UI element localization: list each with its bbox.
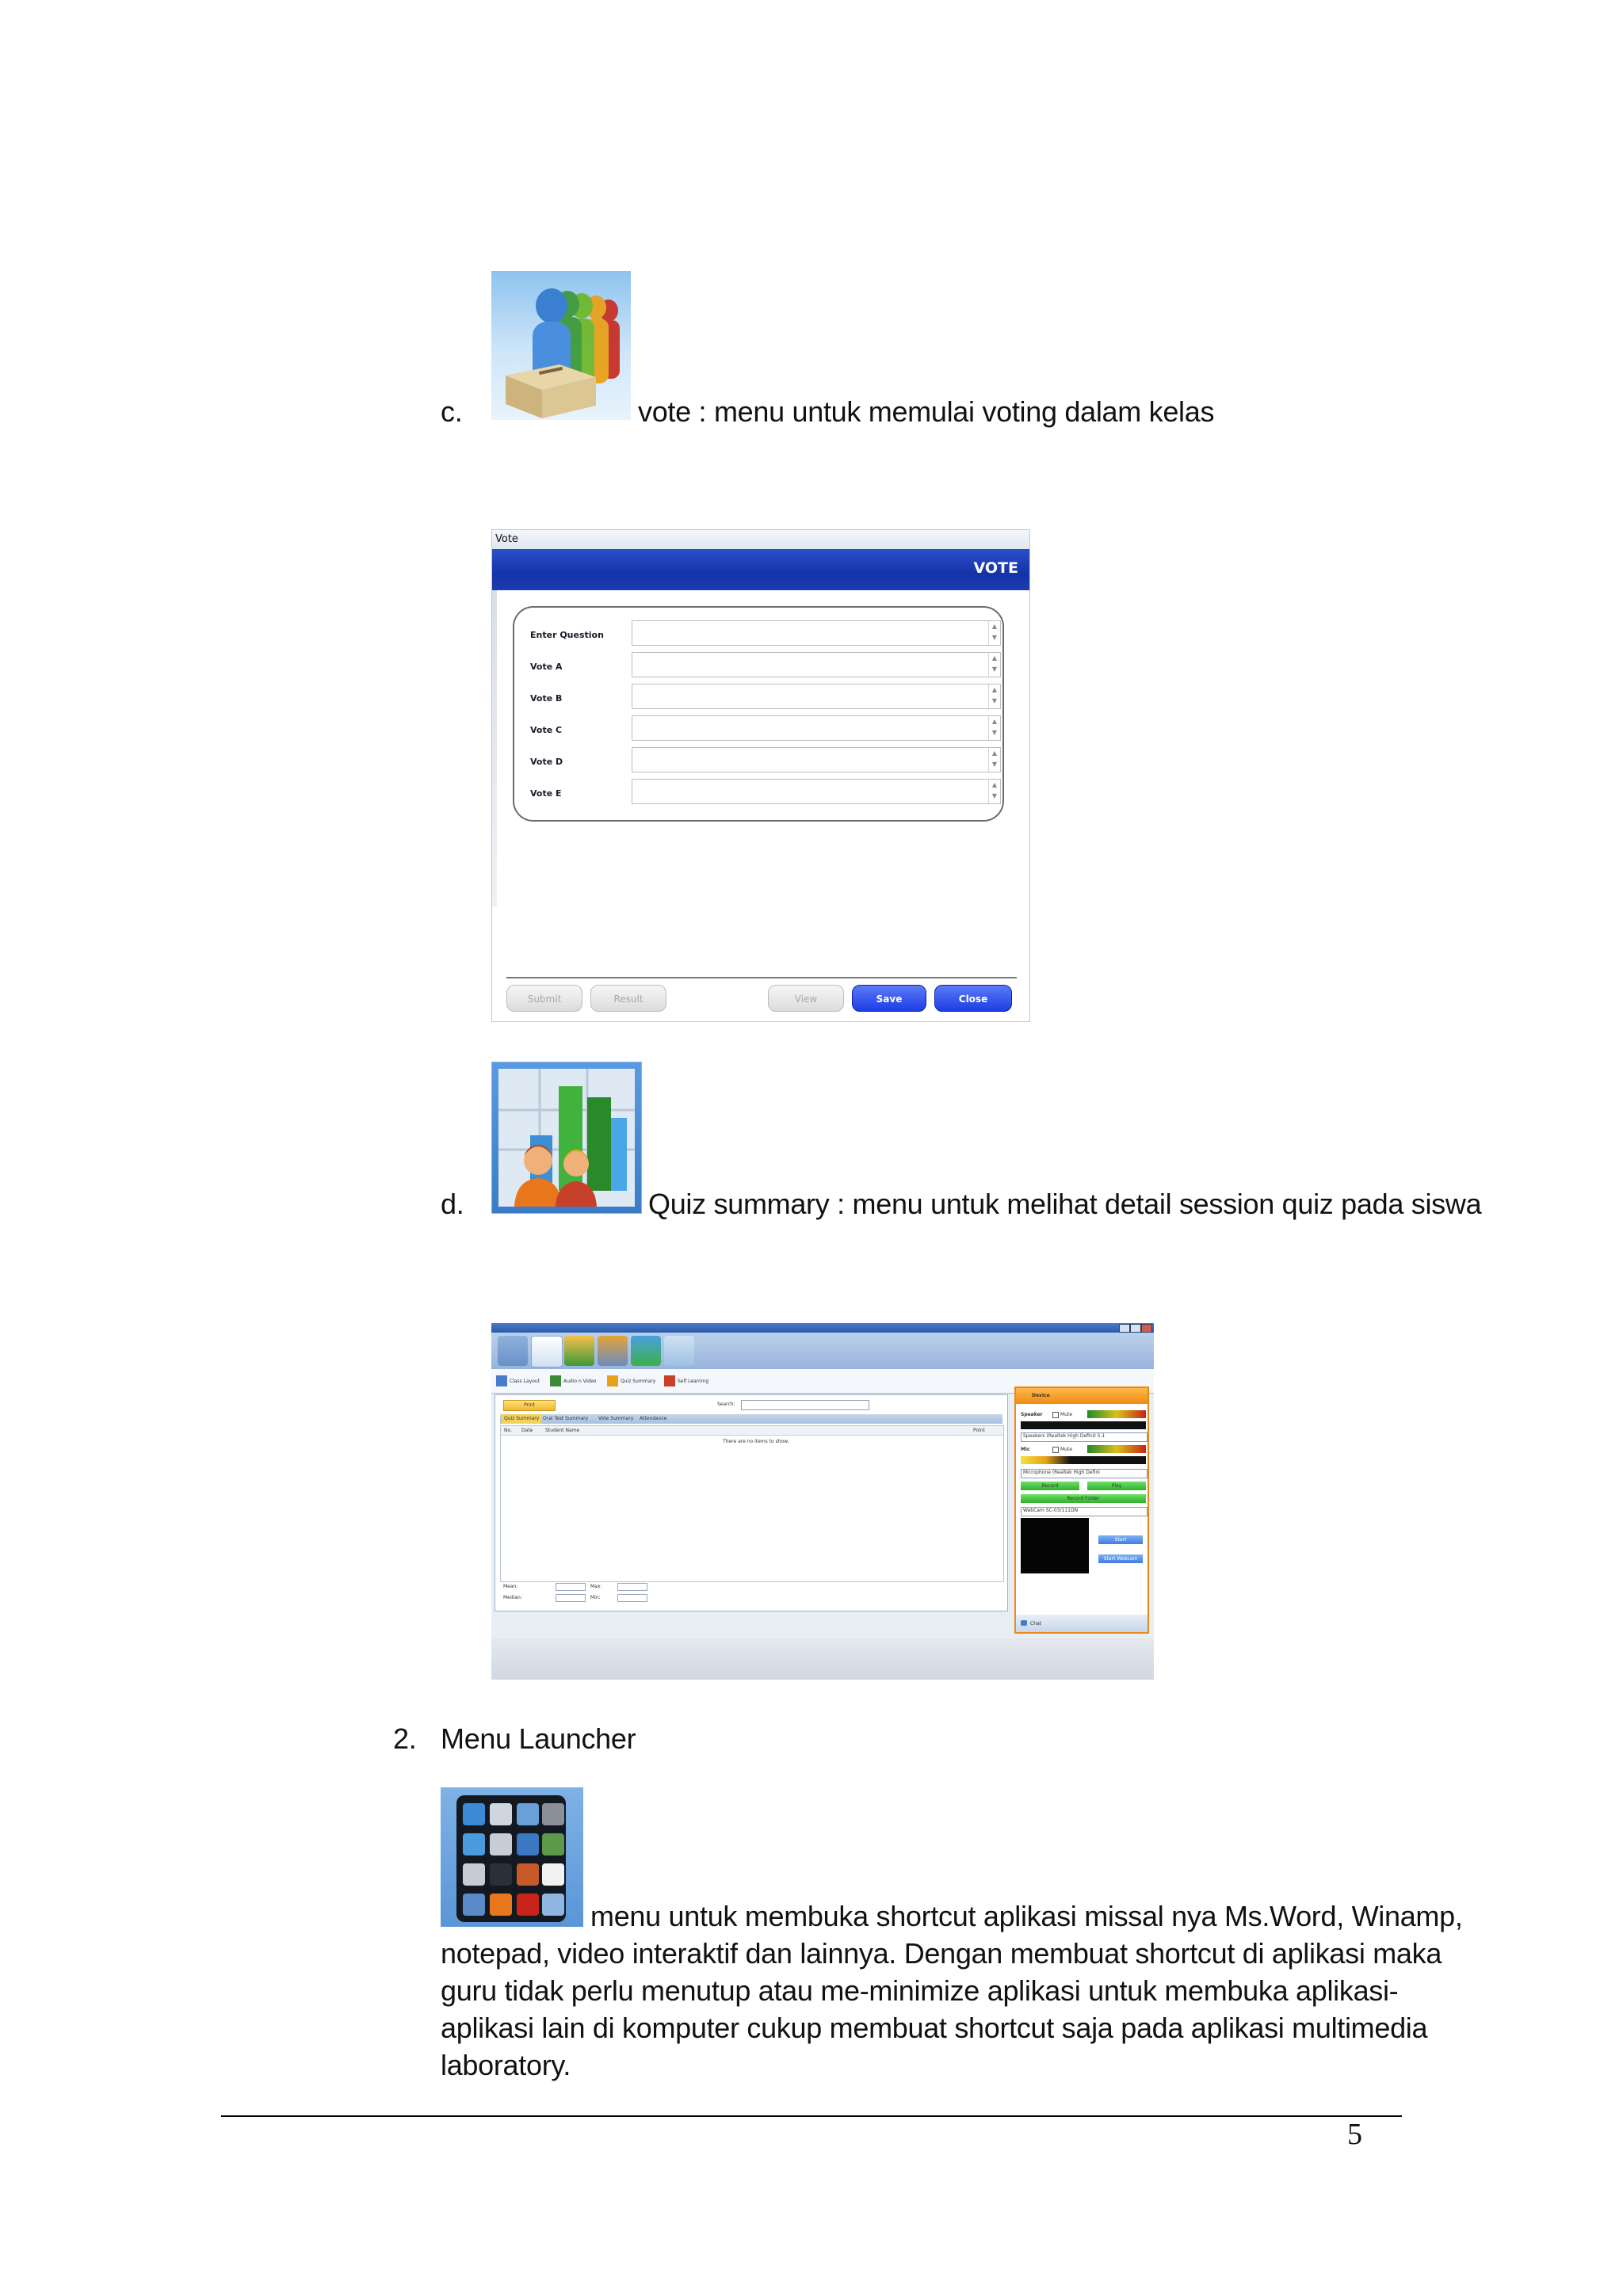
app-icon bbox=[463, 1833, 485, 1855]
app-icon bbox=[517, 1833, 539, 1855]
app-icon bbox=[490, 1803, 512, 1825]
app-icon bbox=[542, 1833, 564, 1855]
subtab-oral-test-summary[interactable]: Oral Test Summary bbox=[543, 1416, 589, 1421]
search-label: Search: bbox=[717, 1402, 735, 1407]
webcam-select-value: WebCam SC-03/111DN bbox=[1023, 1508, 1079, 1513]
mean-field bbox=[556, 1583, 586, 1591]
subtab-quiz-summary[interactable]: Quiz Summary bbox=[502, 1414, 541, 1424]
tab-label: Class Layout bbox=[510, 1378, 540, 1384]
chat-icon bbox=[1021, 1620, 1027, 1626]
quiz-toolbar bbox=[491, 1333, 1154, 1369]
enter-question-label: Enter Question bbox=[530, 630, 604, 640]
tab-self-learning[interactable] bbox=[664, 1374, 708, 1388]
vote-form bbox=[513, 606, 1004, 822]
scroll-arrows-icon[interactable]: ▲ ▼ bbox=[988, 685, 1000, 708]
app-icon bbox=[463, 1894, 485, 1916]
mic-label: Mic bbox=[1021, 1447, 1030, 1452]
scroll-arrows-icon[interactable]: ▲ ▼ bbox=[988, 780, 1000, 803]
vote-button-separator bbox=[506, 977, 1017, 978]
empty-table-message: There are no items to show. bbox=[723, 1439, 789, 1444]
vote-dialog bbox=[491, 529, 1030, 1022]
item-d-marker: d. bbox=[441, 1188, 464, 1220]
start-button[interactable]: Start bbox=[1098, 1535, 1143, 1544]
scroll-arrows-icon[interactable]: ▲ ▼ bbox=[988, 653, 1000, 677]
speaker-mute-label: Mute bbox=[1060, 1412, 1073, 1417]
voting-people-icon bbox=[491, 271, 631, 420]
app-icon bbox=[490, 1863, 512, 1886]
vote-banner-title: VOTE bbox=[973, 559, 1018, 577]
app-launcher-grid-icon bbox=[441, 1787, 583, 1927]
mic-volume-slider[interactable] bbox=[1021, 1456, 1146, 1464]
webcam-select[interactable] bbox=[1021, 1507, 1148, 1516]
tab-label: Quiz Summary bbox=[621, 1378, 656, 1384]
vote-b-input[interactable] bbox=[632, 684, 1001, 709]
app-icon bbox=[542, 1803, 564, 1825]
webcam-preview bbox=[1021, 1518, 1089, 1573]
max-label: Max: bbox=[590, 1584, 602, 1589]
book-icon bbox=[664, 1375, 675, 1386]
device-panel bbox=[1014, 1386, 1149, 1634]
speaker-label: Speaker bbox=[1021, 1412, 1043, 1417]
close-window-button[interactable] bbox=[1141, 1324, 1152, 1333]
tab-label: Audio n Video bbox=[563, 1378, 597, 1384]
column-point: Point bbox=[973, 1428, 985, 1433]
vote-d-label: Vote D bbox=[530, 757, 563, 767]
media-icon bbox=[550, 1375, 561, 1386]
table-header bbox=[501, 1426, 1003, 1436]
people-icon[interactable] bbox=[564, 1336, 594, 1366]
vote-banner bbox=[492, 549, 1029, 590]
launcher-paragraph-line-2: notepad, video interaktif dan lainnya. Dengan membuat shortcut di aplikasi maka bbox=[441, 1937, 1442, 1970]
tab-label: Self Learning bbox=[678, 1378, 709, 1384]
launcher-paragraph-line-3: guru tidak perlu menutup atau me-minimize aplikasi untuk membuka aplikasi- bbox=[441, 1974, 1399, 2007]
monitor-icon bbox=[496, 1375, 507, 1386]
median-field bbox=[556, 1594, 586, 1602]
chat-bar[interactable] bbox=[1016, 1615, 1148, 1632]
min-field bbox=[617, 1594, 647, 1602]
vote-a-input[interactable] bbox=[632, 652, 1001, 677]
launcher-paragraph-line-1: menu untuk membuka shortcut aplikasi missal nya Ms.Word, Winamp, bbox=[590, 1900, 1463, 1932]
notes-icon[interactable] bbox=[531, 1336, 563, 1367]
vote-window-title: Vote bbox=[495, 533, 518, 545]
quiz-summary-window bbox=[491, 1323, 1154, 1680]
mic-level-bar bbox=[1087, 1445, 1146, 1453]
minimize-button[interactable] bbox=[1119, 1324, 1130, 1333]
item-c-text: vote : menu untuk memulai voting dalam kelas bbox=[638, 395, 1215, 428]
footer-rule bbox=[221, 2115, 1402, 2117]
monitor-icon[interactable] bbox=[498, 1336, 528, 1366]
tools-icon[interactable] bbox=[598, 1336, 628, 1366]
app-icon bbox=[463, 1863, 485, 1886]
column-student-name: Student Name bbox=[545, 1428, 580, 1433]
app-icon bbox=[542, 1894, 564, 1916]
record-button[interactable]: Record bbox=[1021, 1482, 1079, 1490]
section-2-number: 2. bbox=[393, 1722, 417, 1755]
app-icon bbox=[490, 1833, 512, 1855]
close-button[interactable]: Close bbox=[934, 985, 1012, 1012]
page-number: 5 bbox=[1347, 2118, 1362, 2151]
vote-d-input[interactable] bbox=[632, 747, 1001, 772]
speakers-select[interactable] bbox=[1021, 1432, 1148, 1442]
app-icon bbox=[517, 1894, 539, 1916]
speaker-level-bar bbox=[1087, 1410, 1146, 1418]
vote-a-label: Vote A bbox=[530, 662, 563, 672]
vote-e-input[interactable] bbox=[632, 779, 1001, 804]
max-field bbox=[617, 1583, 647, 1591]
enter-question-input[interactable] bbox=[632, 620, 1001, 646]
microphone-select[interactable] bbox=[1021, 1469, 1148, 1478]
chat-label: Chat bbox=[1030, 1621, 1042, 1627]
app-icon bbox=[490, 1894, 512, 1916]
launcher-paragraph-line-5: laboratory. bbox=[441, 2049, 571, 2081]
quiz-window-footer bbox=[491, 1638, 1154, 1680]
app-icon bbox=[542, 1863, 564, 1886]
quiz-summary-panel bbox=[495, 1394, 1008, 1611]
tab-audio-video[interactable] bbox=[550, 1374, 596, 1388]
play-button[interactable]: Play bbox=[1087, 1482, 1146, 1490]
maximize-button[interactable] bbox=[1130, 1324, 1141, 1333]
subtab-bar bbox=[500, 1414, 1002, 1424]
quiz-summary-chart-icon bbox=[491, 1062, 642, 1214]
quiz-summary-chart-icon[interactable] bbox=[631, 1336, 661, 1366]
vote-sidebar-strip bbox=[492, 590, 497, 907]
submit-button[interactable]: Submit bbox=[506, 985, 582, 1012]
print-button[interactable]: Print bbox=[503, 1400, 556, 1411]
item-c-marker: c. bbox=[441, 395, 463, 428]
item-d-text: Quiz summary : menu untuk melihat detail session quiz pada siswa bbox=[648, 1188, 1482, 1220]
column-date: Date bbox=[521, 1428, 533, 1433]
record-folder-button[interactable]: Record Folder bbox=[1021, 1494, 1146, 1503]
column-no: No. bbox=[504, 1428, 512, 1433]
speakers-select-value: Speakers (Realtek High Definit 5.1 bbox=[1023, 1433, 1106, 1439]
scroll-arrows-icon[interactable]: ▲ ▼ bbox=[988, 621, 1000, 645]
mic-mute-checkbox[interactable] bbox=[1052, 1447, 1059, 1453]
save-button[interactable]: Save bbox=[852, 985, 926, 1012]
result-button[interactable]: Result bbox=[590, 985, 666, 1012]
device-panel-title: Device bbox=[1032, 1393, 1050, 1398]
view-button[interactable]: View bbox=[768, 985, 844, 1012]
vote-b-label: Vote B bbox=[530, 693, 563, 704]
microphone-select-value: Microphone (Realtek High Defini bbox=[1023, 1470, 1100, 1475]
section-2-heading: Menu Launcher bbox=[441, 1722, 636, 1755]
vote-e-label: Vote E bbox=[530, 788, 562, 799]
share-arrow-icon[interactable] bbox=[664, 1336, 694, 1366]
quiz-window-titlebar bbox=[491, 1323, 1154, 1333]
vote-c-label: Vote C bbox=[530, 725, 563, 735]
scroll-arrows-icon[interactable]: ▲ ▼ bbox=[988, 748, 1000, 772]
results-table bbox=[500, 1425, 1004, 1582]
vote-c-input[interactable] bbox=[632, 715, 1001, 741]
people-icon bbox=[607, 1375, 618, 1386]
scroll-arrows-icon[interactable]: ▲ ▼ bbox=[988, 716, 1000, 740]
speaker-mute-checkbox[interactable] bbox=[1052, 1412, 1059, 1418]
app-icon bbox=[517, 1803, 539, 1825]
app-icon bbox=[463, 1803, 485, 1825]
device-panel-header bbox=[1016, 1388, 1148, 1404]
mic-mute-label: Mute bbox=[1060, 1447, 1073, 1452]
start-webcam-button[interactable]: Start Webcam bbox=[1098, 1554, 1143, 1563]
speaker-volume-slider[interactable] bbox=[1021, 1421, 1146, 1429]
app-icon bbox=[517, 1863, 539, 1886]
search-input[interactable] bbox=[741, 1400, 869, 1410]
tab-class-layout[interactable] bbox=[496, 1374, 540, 1388]
subtab-vote-summary[interactable]: Vote Summary bbox=[598, 1416, 634, 1421]
min-label: Min: bbox=[590, 1595, 601, 1600]
vote-window-titlebar bbox=[492, 530, 1029, 549]
tab-quiz-summary[interactable] bbox=[607, 1374, 655, 1388]
mean-label: Mean: bbox=[503, 1584, 518, 1589]
launcher-paragraph-line-4: aplikasi lain di komputer cukup membuat shortcut saja pada aplikasi multimedia bbox=[441, 2012, 1428, 2044]
median-label: Median: bbox=[503, 1595, 522, 1600]
subtab-attendance[interactable]: Attendance bbox=[640, 1416, 667, 1421]
